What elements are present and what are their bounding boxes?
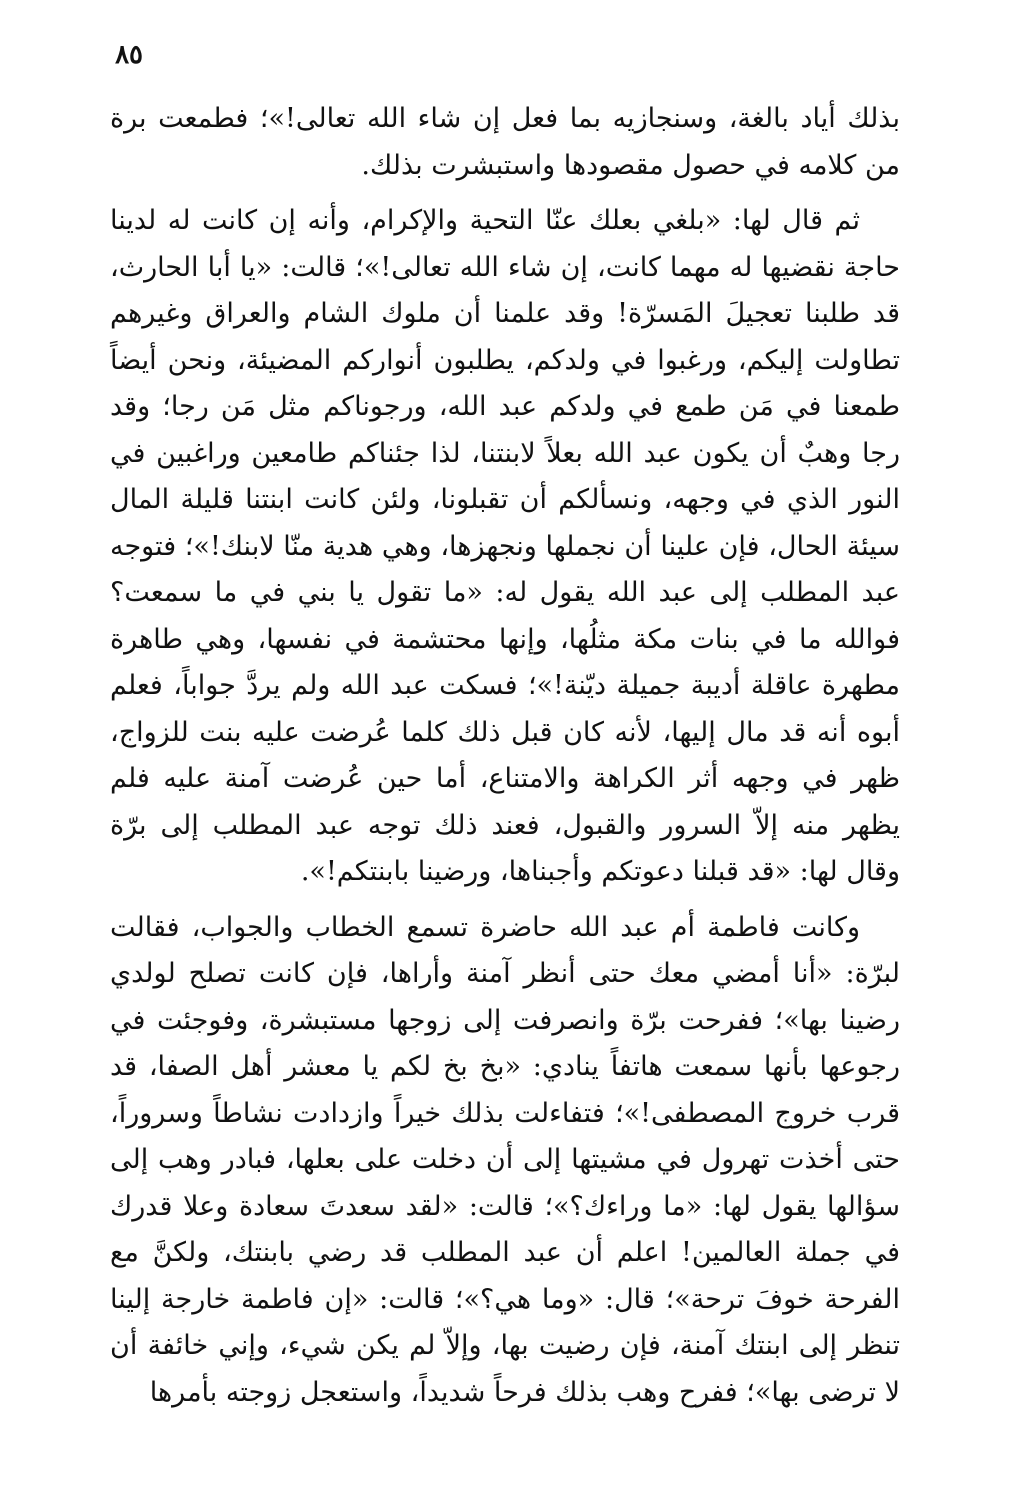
paragraph: بذلك أياد بالغة، وسنجازيه بما فعل إن شاء الله تعالى!»؛ فطمعت برة من كلامه في حصول مقصودها واستبشرت بذلك. — [110, 103, 900, 181]
paragraph: وكانت فاطمة أم عبد الله حاضرة تسمع الخطاب والجواب، فقالت لبرّة: «أنا أمضي معك حتى أنظر آمنة وأراها، فإن كانت تصلح لولدي رضينا بها»؛ ففرحت برّة وانصرفت إلى زوجها مستبشرة، وفوجئت في رجوعها بأنها سمعت هاتفاً ينادي: «بخ بخ لكم يا معشر أهل الصفا، قد قرب خروج المصطفى!»؛ فتفاءلت بذلك خيراً وازدادت نشاطاً وسروراً، حتى أخذت تهرول في مشيتها إلى أن دخلت على بعلها، فبادر وهب إلى سؤالها يقول لها: «ما وراءك؟»؛ قالت: «لقد سعدتَ سعادة وعلا قدرك في جملة العالمين! اعلم أن عبد المطلب قد رضي بابنتك، ولكنَّ مع الفرحة خوفَ ترحة»؛ قال: «وما هي؟»؛ قالت: «إن فاطمة خارجة إلينا تنظر إلى ابنتك آمنة، فإن رضيت بها، وإلاّ لم يكن شيء، وإني خائفة أن لا ترضى بها»؛ ففرح وهب بذلك فرحاً شديداً، واستعجل زوجته بأمرها — [110, 911, 900, 1408]
body-text — [110, 96, 900, 1425]
paragraph: ثم قال لها: «بلغي بعلك عنّا التحية والإكرام، وأنه إن كانت له لدينا حاجة نقضيها له مهما كانت، إن شاء الله تعالى!»؛ قالت: «يا أبا الحارث، قد طلبنا تعجيلَ المَسرّة! وقد علمنا أن ملوك الشام والعراق وغيرهم تطاولت إليكم، ورغبوا في ولدكم، يطلبون أنواركم المضيئة، ونحن أيضاً طمعنا في مَن طمع في ولدكم عبد الله، ورجوناكم مثل مَن رجا؛ وقد رجا وهبٌ أن يكون عبد الله بعلاً لابنتنا، لذا جئناكم طامعين وراغبين في النور الذي في وجهه، ونسألكم أن تقبلونا، ولئن كانت ابنتنا قليلة المال سيئة الحال، فإن علينا أن نجملها ونجهزها، وهي هدية منّا لابنك!»؛ فتوجه عبد المطلب إلى عبد الله يقول له: «ما تقول يا بني في ما سمعت؟ فوالله ما في بنات مكة مثلُها، وإنها محتشمة في نفسها، وهي طاهرة مطهرة عاقلة أديبة جميلة ديّنة!»؛ فسكت عبد الله ولم يردَّ جواباً، فعلم أبوه أنه قد مال إليها، لأنه كان قبل ذلك كلما عُرضت عليه بنت للزواج، ظهر في وجهه أثر الكراهة والامتناع، أما حين عُرضت آمنة عليه فلم يظهر منه إلاّ السرور والقبول، فعند ذلك توجه عبد المطلب إلى برّة وقال لها: «قد قبلنا دعوتكم وأجبناها، ورضينا بابنتكم!». — [110, 205, 900, 887]
page-number: ٨٥ — [115, 40, 143, 70]
